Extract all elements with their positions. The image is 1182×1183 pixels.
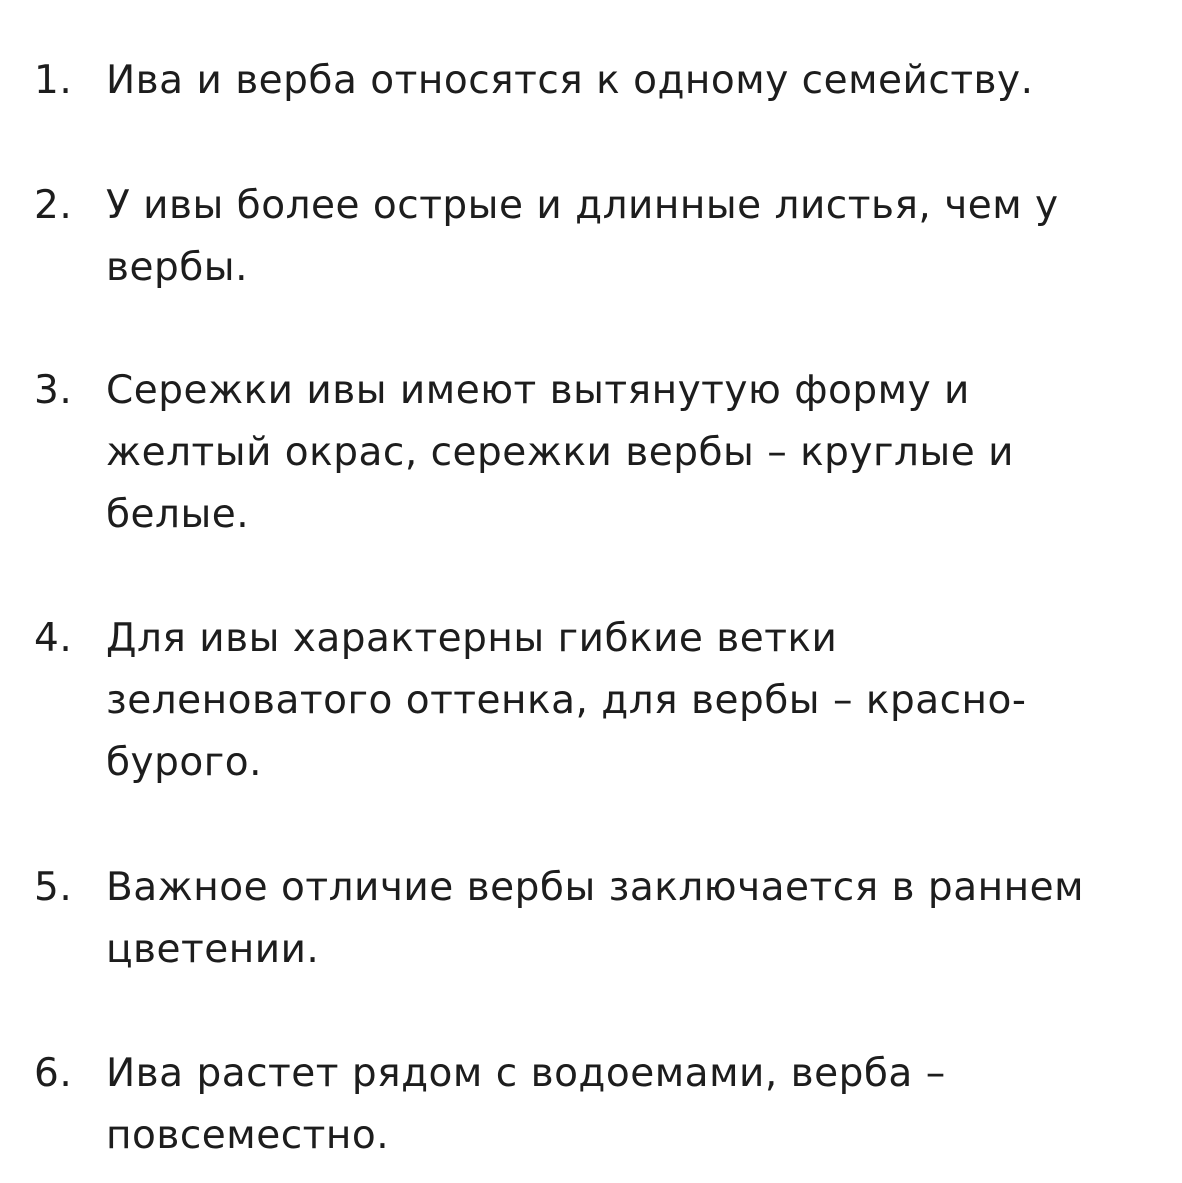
list-item-text: У ивы более острые и длинные листья, чем у вербы. (106, 183, 1059, 290)
list-item-text: Ива растет рядом с водоемами, верба – повсеместно. (106, 1051, 946, 1158)
list-item-number: 6. (34, 1051, 73, 1096)
list-item-number: 3. (34, 368, 73, 413)
list-item-number: 1. (34, 58, 73, 103)
list-item-text: Важное отличие вербы заключается в раннем цветении. (106, 865, 1084, 972)
list-item-text: Для ивы характерны гибкие ветки зеленоватого оттенка, для вербы – красно-бурого. (106, 616, 1027, 785)
list-item-text: Сережки ивы имеют вытянутую форму и желтый окрас, сережки вербы – круглые и белые. (106, 368, 1014, 537)
list-item-text: Ива и верба относятся к одному семейству. (106, 58, 1034, 103)
list-item-number: 5. (34, 865, 73, 910)
list-item-number: 4. (34, 616, 73, 661)
list-item-number: 2. (34, 183, 73, 228)
